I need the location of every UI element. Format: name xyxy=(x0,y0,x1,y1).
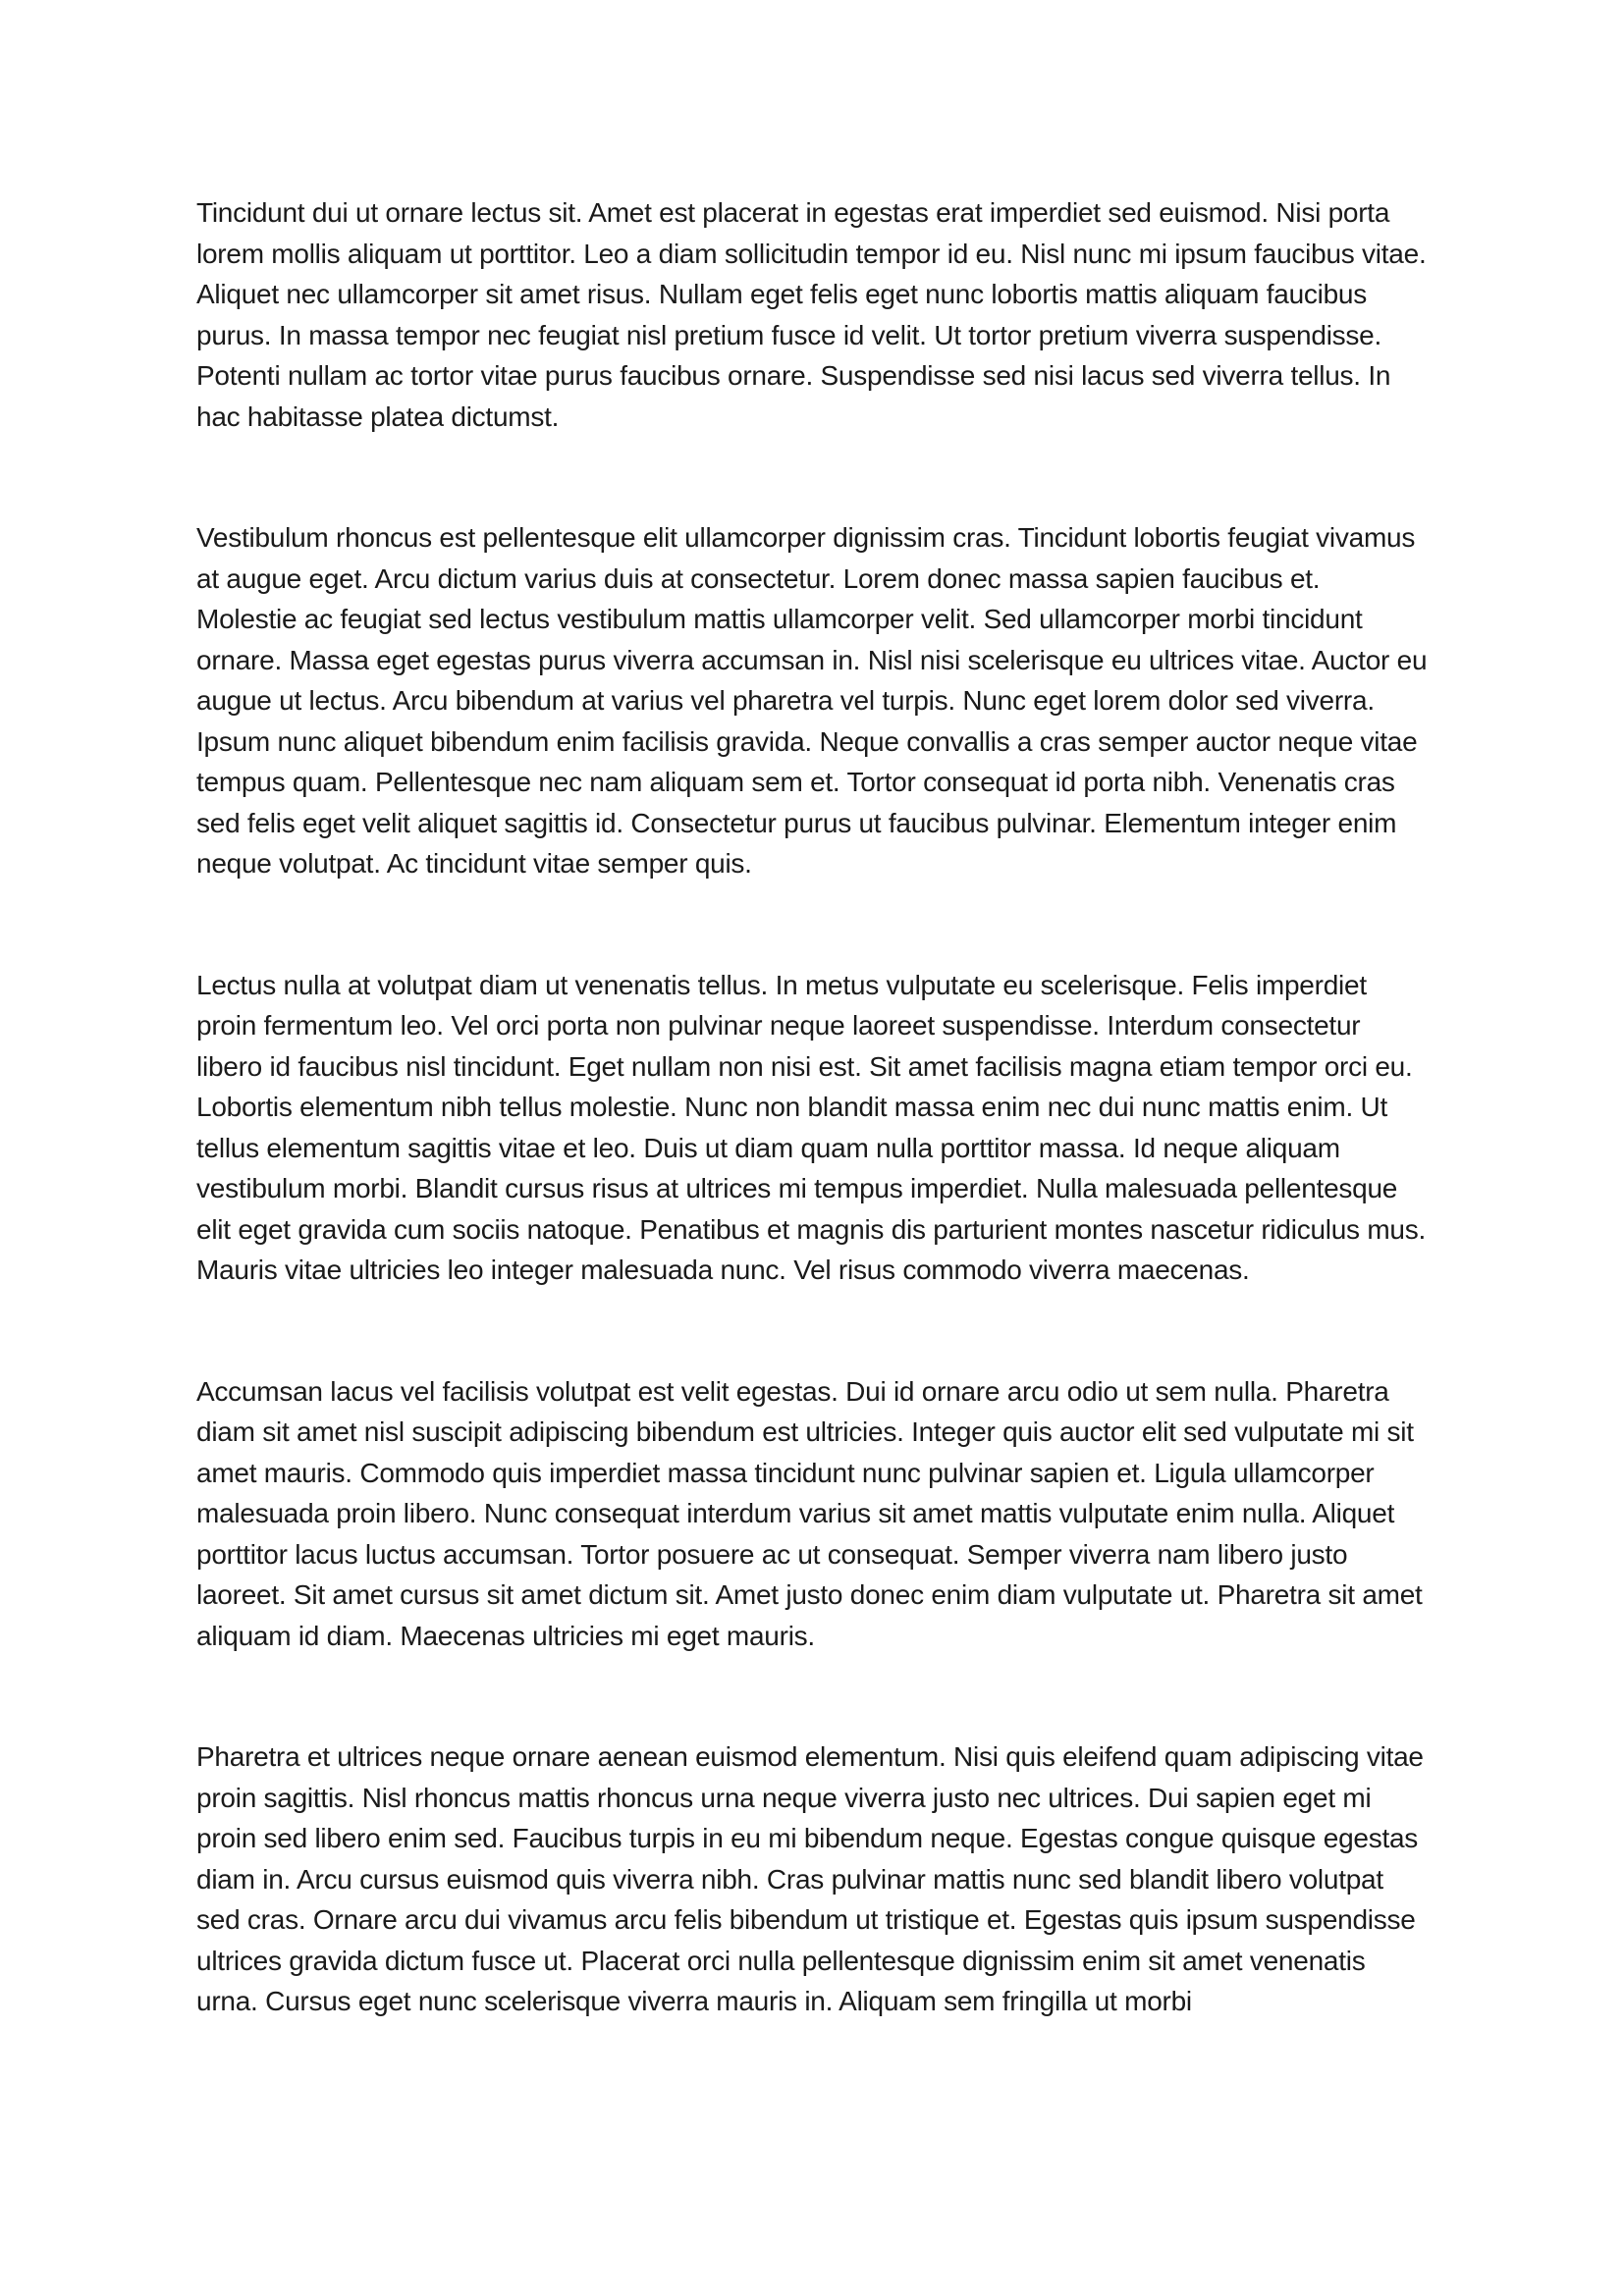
paragraph: Tincidunt dui ut ornare lectus sit. Amet est placerat in egestas erat imperdiet sed euismod. Nisi porta lorem mollis aliquam ut porttitor. Leo a diam sollicitudin tempor id eu. Nisl nunc mi ipsum faucibus vitae. Aliquet nec ullamcorper sit amet risus. Nullam eget felis eget nunc lobortis mattis aliquam faucibus purus. In massa tempor nec feugiat nisl pretium fusce id velit. Ut tortor pretium viverra suspendisse. Potenti nullam ac tortor vitae purus faucibus ornare. Suspendisse sed nisi lacus sed viverra tellus. In hac habitasse platea dictumst. xyxy=(196,197,1427,432)
paragraph: Vestibulum rhoncus est pellentesque elit ullamcorper dignissim cras. Tincidunt lobortis feugiat vivamus at augue eget. Arcu dictum varius duis at consectetur. Lorem donec massa sapien faucibus et. Molestie ac feugiat sed lectus vestibulum mattis ullamcorper velit. Sed ullamcorper morbi tincidunt ornare. Massa eget egestas purus viverra accumsan in. Nisl nisi scelerisque eu ultrices vitae. Auctor eu augue ut lectus. Arcu bibendum at varius vel pharetra vel turpis. Nunc eget lorem dolor sed viverra. Ipsum nunc aliquet bibendum enim facilisis gravida. Neque convallis a cras semper auctor neque vitae tempus quam. Pellentesque nec nam aliquam sem et. Tortor consequat id porta nibh. Venenatis cras sed felis eget velit aliquet sagittis id. Consectetur purus ut faucibus pulvinar. Elementum integer enim neque volutpat. Ac tincidunt vitae semper quis. xyxy=(196,522,1428,879)
paragraph: Pharetra et ultrices neque ornare aenean euismod elementum. Nisi quis eleifend quam adipiscing vitae proin sagittis. Nisl rhoncus mattis rhoncus urna neque viverra justo nec ultrices. Dui sapien eget mi proin sed libero enim sed. Faucibus turpis in eu mi bibendum neque. Egestas congue quisque egestas diam in. Arcu cursus euismod quis viverra nibh. Cras pulvinar mattis nunc sed blandit libero volutpat sed cras. Ornare arcu dui vivamus arcu felis bibendum ut tristique et. Egestas quis ipsum suspendisse ultrices gravida dictum fusce ut. Placerat orci nulla pellentesque dignissim enim sit amet venenatis urna. Cursus eget nunc scelerisque viverra mauris in. Aliquam sem fringilla ut morbi xyxy=(196,1741,1424,2016)
paragraph: Lectus nulla at volutpat diam ut venenatis tellus. In metus vulputate eu scelerisque. Felis imperdiet proin fermentum leo. Vel orci porta non pulvinar neque laoreet suspendisse. Interdum consectetur libero id faucibus nisl tincidunt. Eget nullam non nisi est. Sit amet facilisis magna etiam tempor orci eu. Lobortis elementum nibh tellus molestie. Nunc non blandit massa enim nec dui nunc mattis enim. Ut tellus elementum sagittis vitae et leo. Duis ut diam quam nulla porttitor massa. Id neque aliquam vestibulum morbi. Blandit cursus risus at ultrices mi tempus imperdiet. Nulla malesuada pellentesque elit eget gravida cum sociis natoque. Penatibus et magnis dis parturient montes nascetur ridiculus mus. Mauris vitae ultricies leo integer malesuada nunc. Vel risus commodo viverra maecenas. xyxy=(196,969,1427,1285)
paragraph: Accumsan lacus vel facilisis volutpat est velit egestas. Dui id ornare arcu odio ut sem nulla. Pharetra diam sit amet nisl suscipit adipiscing bibendum est ultricies. Integer quis auctor elit sed vulputate mi sit amet mauris. Commodo quis imperdiet massa tincidunt nunc pulvinar sapien et. Ligula ullamcorper malesuada proin libero. Nunc consequat interdum varius sit amet mattis vulputate enim nulla. Aliquet porttitor lacus luctus accumsan. Tortor posuere ac ut consequat. Semper viverra nam libero justo laoreet. Sit amet cursus sit amet dictum sit. Amet justo donec enim diam vulputate ut. Pharetra sit amet aliquam id diam. Maecenas ultricies mi eget mauris. xyxy=(196,1375,1423,1651)
